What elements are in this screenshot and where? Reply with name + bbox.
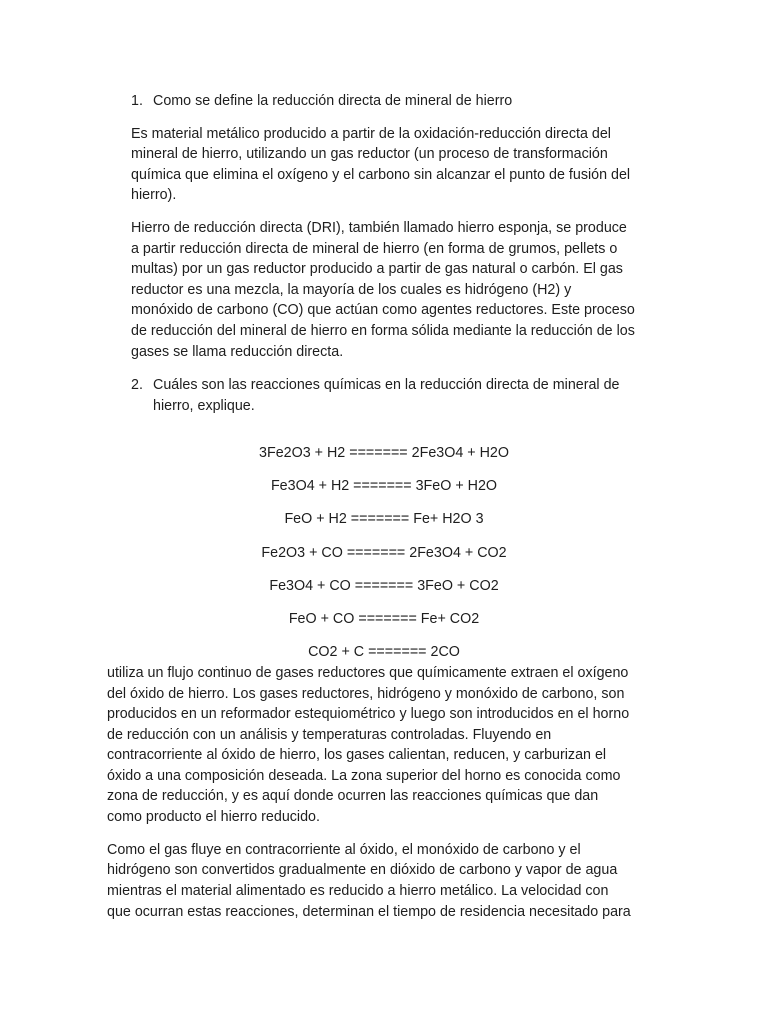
paragraph-line: que ocurran estas reacciones, determinan el tiempo de residencia necesitado para [107,904,631,920]
question-2-text: hierro, explique. [153,398,255,414]
paragraph-line: mientras el material alimentado es reducido a hierro metálico. La velocidad con [107,883,609,899]
paragraph-line: reductor es una mezcla, la mayoría de los cuales es hidrógeno (H2) y [131,282,572,298]
equation: 3Fe2O3 + H2 ======= 2Fe3O4 + H2O [259,445,509,462]
equation: Fe2O3 + CO ======= 2Fe3O4 + CO2 [261,545,507,562]
equation: FeO + CO ======= Fe+ CO2 [288,611,480,628]
paragraph-line: Hierro de reducción directa (DRI), también llamado hierro esponja, se produce [131,220,627,236]
equation: FeO + H2 ======= Fe+ H2O 3 [284,511,484,528]
paragraph-line: hierro). [131,187,177,203]
question-2-number: 2. [131,377,143,393]
paragraph-line: Como el gas fluye en contracorriente al óxido, el monóxido de carbono y el [107,842,581,858]
equation: Fe3O4 + CO ======= 3FeO + CO2 [269,578,499,595]
paragraph-line: zona de reducción, y es aquí donde ocurren las reacciones químicas que dan [107,788,599,804]
question-2-text: Cuáles son las reacciones químicas en la reducción directa de mineral de [153,377,620,393]
equation: CO2 + C ======= 2CO [308,644,460,661]
paragraph-line: monóxido de carbono (CO) que actúan como agentes reductores. Este proceso [131,302,635,318]
question-1-number: 1. [131,93,143,109]
paragraph-line: óxido a una composición deseada. La zona superior del horno es conocida como [107,768,621,784]
paragraph-line: a partir reducción directa de mineral de hierro (en forma de grumos, pellets o [131,241,618,257]
paragraph-line: del óxido de hierro. Los gases reductores, hidrógeno y monóxido de carbono, son [107,686,625,702]
paragraph-line: gases se llama reducción directa. [131,344,344,360]
paragraph-line: de reducción del mineral de hierro en forma sólida mediante la reducción de los [131,323,635,339]
paragraph-line: química que elimina el oxígeno y el carbono sin alcanzar el punto de fusión del [131,167,631,183]
paragraph-line: multas) por un gas reductor producido a partir de gas natural o carbón. El gas [131,261,623,277]
paragraph-line: Es material metálico producido a partir de la oxidación-reducción directa del [131,126,611,142]
paragraph-line: contracorriente al óxido de hierro, los gases calientan, reducen, y carburizan el [107,747,607,763]
question-1-text: Como se define la reducción directa de mineral de hierro [153,93,513,109]
paragraph-line: hidrógeno son convertidos gradualmente en dióxido de carbono y vapor de agua [107,862,618,878]
paragraph-line: mineral de hierro, utilizando un gas reductor (un proceso de transformación [131,146,608,162]
equation: Fe3O4 + H2 ======= 3FeO + H2O [270,478,498,495]
paragraph-line: de reducción con un análisis y temperaturas controladas. Fluyendo en [107,727,552,743]
paragraph-line: como producto el hierro reducido. [107,809,320,825]
paragraph-line: utiliza un flujo continuo de gases reductores que químicamente extraen el oxígeno [107,665,629,681]
paragraph-line: producidos en un reformador estequiométrico y luego son introducidos en el horno [107,706,630,722]
